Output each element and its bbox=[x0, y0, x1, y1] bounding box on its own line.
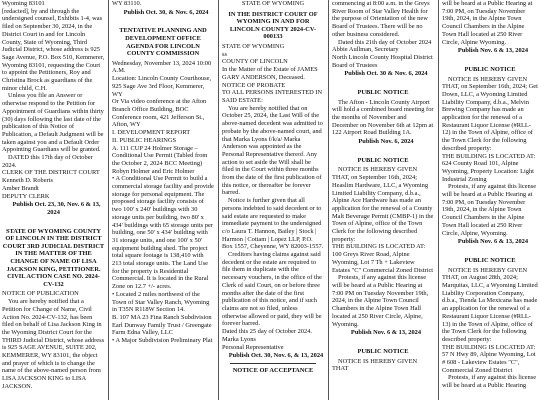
notice-paragraph: NOTICE IS HEREBY GIVEN THAT bbox=[332, 357, 418, 373]
notice-text: TO ALL PERSONS INTERESTED IN SAID ESTATE: bbox=[222, 89, 323, 104]
notice-heading: PUBLIC NOTICE bbox=[464, 256, 516, 264]
notice-text: B. 107 MA 23 Fina Ranch Subdivision bbox=[112, 313, 212, 321]
notice-caption: STATE OF WYOMING bbox=[241, 0, 305, 7]
notice-text: commencing at 8:00 a.m. in the Greys River Room of Star Valley Health for the purpose of Orientation of the new Board of Trustees. There will be no other business considered. bbox=[332, 0, 430, 38]
notice-text: North Lincoln County Hospital District bbox=[332, 53, 433, 61]
notice-heading: IN THE DISTRICT COURT OF WYOMING IN AND FOR LINCOLN COUNTY 2024-CV-000133 bbox=[228, 10, 318, 41]
column-divider bbox=[108, 0, 109, 400]
publish-dates: Publish Nov. 6 & 13, 2024 bbox=[350, 329, 422, 337]
notice-text: Board of Trustees bbox=[332, 61, 378, 69]
notice-text: STATE OF WYOMING bbox=[222, 43, 285, 51]
publish-dates: Publish Nov. 6, 2024 bbox=[358, 138, 414, 146]
publish-dates: Publish Nov. 6 & 13, 2024 bbox=[457, 238, 529, 246]
notice-text: Earl Dunway Family Trust / Greengate Farm Edna Valley, LLC bbox=[112, 321, 212, 337]
notice-paragraph: Protests, if any against this license will be heard at a Public Hearing bbox=[442, 374, 537, 390]
notice-text: CLERK OF THE DISTRICT COURT bbox=[2, 169, 100, 177]
legal-notices-column-1 bbox=[0, 0, 107, 400]
notice-paragraph: Protests, if any against this license will be heard at a Public Hearing at 7:00 PM, on Tuesday November 19th, 2024, in the Alpine Town Council Chambers in the Alpine Town Hall located at 250 River Circle, Alpine, Wyoming. bbox=[442, 183, 537, 237]
notice-text: Abbie Aullman, Secretary bbox=[332, 46, 399, 54]
publish-dates: Publish Nov. 6 & 13, 2024 bbox=[457, 47, 529, 55]
notice-text: Dated this 25 day of October 2024. bbox=[222, 328, 312, 336]
notice-spacer bbox=[332, 79, 434, 86]
notice-text: II. PUBLIC HEARINGS bbox=[112, 136, 177, 144]
legal-notices-column-2 bbox=[110, 0, 216, 400]
notice-text: COUNTY OF LINCOLN bbox=[222, 58, 288, 66]
legal-notices-column-4 bbox=[330, 0, 436, 400]
notice-paragraph: Notice is further given that all persons indebted to said decedent or to said estate are requested to make immediate payment to the undersigned c/o Laura T. Hannon, Bailey | Stock | Harmon | Cottam | Lopez LLP, P.O. Box 1557, Cheyenne, WY 82003-1557. bbox=[222, 197, 324, 251]
publish-dates: Publish Oct. 23, 30, Nov. 6 & 13, 2024 bbox=[12, 201, 101, 216]
notice-heading: TENTATIVE PLANNING AND DEVELOPMENT OFFICE AGENDA FOR LINCOLN COUNTY COMMISSION bbox=[119, 27, 207, 58]
column-divider bbox=[328, 0, 329, 400]
notice-heading: PUBLIC NOTICE bbox=[357, 347, 409, 355]
notice-text: Marka Lyons bbox=[222, 335, 256, 343]
notice-text: A. 111 CUP 24 Holmer Storage – Conditional Use Permit (Tabled from the October 2, 2024 BCC Meeting) bbox=[112, 144, 208, 167]
notice-text: • A Major Subdivision Preliminary Plat bbox=[112, 337, 213, 345]
notice-text: NOTICE OF PUBLICATION bbox=[2, 290, 79, 298]
notice-paragraph: Dated this 21th day of October 2024 bbox=[338, 38, 432, 46]
column-divider bbox=[218, 0, 219, 400]
notice-spacer bbox=[442, 56, 538, 63]
notice-paragraph: Protests, if any against this license will be heard at a Public Hearing at 7:00 PM on Tuesday November 19th, 2024, in the Alpine Town Council Chambers in the Alpine Town Hall located at 250 River Circle, Alpine, Wyoming. bbox=[332, 274, 429, 328]
notice-paragraph: You are hereby notified that a Petition for Change of Name, Civil Action No. 2024-CV-132, has been filed on behalf of Lisa Jackson King in the Wyoming District Court for the THIRD Judicial District, whose address is 925 SAGE AVENUE, SUITE 202, KEMMERER, WY 83101, the object and prayer of which is to change the name of the above-named person from LISA JACKSON KING to LISA JACKSON. bbox=[2, 298, 105, 390]
notice-spacer bbox=[332, 338, 434, 345]
notice-spacer bbox=[112, 17, 214, 24]
notice-spacer bbox=[442, 247, 538, 254]
notice-text: [redacted], by and through the undersigned counsel, Exhibits 1-4, was filed on September 30, 2024, in the District Court in and for Lincoln County, State of Wyoming, Third Judicial District, whose address is 925 Sage Avenue, P.O. Box 510, Kemmerer, Wyoming 83101, requesting the Court to appoint the Petitioners, Roy and Christina Brock as guardians of the minor child, C.H. bbox=[2, 7, 105, 92]
notice-text: DEPUTY CLERK bbox=[2, 192, 50, 200]
publish-dates: Publish Oct. 30 & Nov. 6, 2024 bbox=[344, 70, 428, 78]
notice-paragraph: NOTICE IS HEREBY GIVEN THAT, on September 16th, 2024; Heaslim Hardware, LLC, a Wyoming Limited Liability Company, d.b.a., Alpine Ace Hardware has made an application for the renewal of a County Malt Beverage Permit (CMBP-1) in the Town of Alpine, office of the Town Clerk for the following described property: bbox=[332, 166, 434, 243]
notice-text: Or Via video conference at the Afton Branch Office Building, BOC Conference room, 421 Jefferson St., Afton, WY bbox=[112, 98, 207, 129]
notice-heading: PUBLIC NOTICE bbox=[357, 89, 409, 97]
notice-text: ss bbox=[222, 50, 227, 58]
notice-paragraph: You are hereby notified that on October 25, 2024, the Last Will of the above-named decedent was admitted to probate by the above-named court, and that Marka Lyons f/k/a/ Marka Anderson was appointed as the Personal Representative thereof. Any action to set aside the Will shall be filed in the Court within three months from the date of the first publication of this notice, or thereafter be forever barred. bbox=[222, 104, 323, 197]
publish-dates: Publish Oct. 30, Nov. 6, & 13, 2024 bbox=[228, 352, 324, 360]
notice-heading: PUBLIC NOTICE bbox=[464, 65, 516, 73]
notice-text: In the Matter of the Estate of JAMES GARY ANDERSON, Deceased. bbox=[222, 66, 318, 81]
notice-spacer bbox=[332, 147, 434, 154]
notice-text: THE BUILDING IS LOCATED AT: 100 Greys River Road, Alpine Wyoming, Lot 7 Th + Lakeview Estates "C" Commercial Zoned District bbox=[332, 243, 434, 274]
notice-text: Personal Representative bbox=[222, 343, 284, 351]
notice-paragraph: DATED this 17th day of October 2024. bbox=[2, 154, 93, 169]
notice-paragraph: The Afton - Lincoln County Airport will hold a combined board meeting for the months of November and December on November 6th at 12pm at 122 Airport Road Building 1A. bbox=[332, 98, 434, 137]
notice-text: I. DEVELOPMENT REPORT bbox=[112, 129, 191, 137]
notice-spacer bbox=[2, 218, 105, 225]
notice-text: Robyn Holmer and Eric Holmer bbox=[112, 167, 195, 175]
notice-text: THE BUILDING IS LOCATED AT: 57 N Hwy 89, Alpine Wyoming, Lot # 608 - Lakeview Estates "C", Commercial Zoned District bbox=[442, 343, 536, 374]
legal-notices-column-5 bbox=[440, 0, 540, 400]
notice-text: Wyoming 83101 bbox=[2, 0, 45, 7]
column-divider bbox=[438, 0, 439, 400]
notice-text: Location: Lincoln County Courthouse, 925 Sage Ave 3rd Floor, Kemmerer, WY bbox=[112, 75, 212, 98]
notice-text: Amber Brandt bbox=[2, 184, 39, 192]
notice-text: will be heard at a Public Hearing at 7:00 PM, on Tuesday November 19th, 2024, in the Alpine Town Council Chambers in the Alpine Town Hall located at 250 River Circle, Alpine Wyoming. bbox=[442, 0, 533, 46]
notice-heading: NOTICE OF ACCEPTANCE bbox=[232, 366, 314, 374]
notice-text: THE BUILDING IS LOCATED AT: 624 County Road 101, Alpine Wyoming, Property Location: Light Industrial Zoning bbox=[442, 152, 536, 183]
notice-text: • Located 2 miles northwest of the Town of Star Valley Ranch, Wyoming in T35N R118W Section 14. bbox=[112, 290, 210, 314]
notice-paragraph: NOTICE IS HEREBY GIVEN THAT, on September 16th, 2024; Get Down, LLC, a Wyoming Limited Liability Company, d.b.a., Melvin Brewing Company has made an application for the renewal of a Restaurant Liquor License (#RLL-12) in the Town of Alpine, office of the Town Clerk for the following described property: bbox=[442, 75, 538, 152]
notice-text: • A Conditional Use Permit to build a commercial storage facility and provide storage for personal equipment. The proposed storage facility consists of two 100' x 240' buildings with 30 storage units per building, two 80' x 434' buildings with 65 storage units per building, one 50' x 434' building with 31 storage units, and one 100' x 50' equipment building shed. The project total square footage is 138,410 with 213 total storage units. The Land Use for the property is Residential Commercial. It is located in the Rural Zone on 12.7 +/- acres. bbox=[112, 175, 214, 291]
notice-paragraph: NOTICE IS HEREBY GIVEN THAT, on August 28th, 2024; Marquitas, LLC, a Wyoming Limited Liability Corporation Company, d.b.a., Tienda La Mexicana has made an application for the renewal of a Restaurant Liquor License (#RLL-13) in the Town of Alpine, office of the Town Clerk for the following described property: bbox=[442, 266, 538, 343]
publish-dates: Publish Oct. 30, & Nov. 6, 2024 bbox=[123, 8, 209, 16]
notice-heading: PUBLIC NOTICE bbox=[357, 156, 409, 164]
notice-paragraph: Creditors having claims against said decedent or the estate are required to file them in duplicate with the necessary vouchers, in the office of the Clerk of said Court, on or before three months after the date of the first publication of this notice, and if such claims are not so filed, unless otherwise allowed or paid, they will be forever barred. bbox=[222, 251, 322, 328]
notice-text: Kenneth D. Roberts bbox=[2, 177, 53, 185]
notice-text: WY 83110. bbox=[112, 0, 142, 7]
notice-heading: STATE OF WYOMING COUNTY OF LINCOLN IN THE DISTRICT COURT 3RD JUDICIAL DISTRICT IN THE MATTER OF THE CHANGE OF NAME OF LISA JACKSON KING, PETITIONER. CIVIL ACTION CASE NO. 2024-CV-132 bbox=[2, 227, 105, 288]
notice-text: NOTICE OF PROBATE bbox=[222, 81, 286, 89]
notice-text: Wednesday, November 13, 2024 10:00 A.M. bbox=[112, 59, 212, 75]
section-divider bbox=[230, 363, 316, 364]
legal-notices-column-3 bbox=[220, 0, 326, 400]
notice-paragraph: Unless you file an Answer or otherwise respond to the Petition for Appointment of Guardians within thirty (30) days following the last date of the publication of this Notice of Publication, a Default Judgment will be taken against you and a Default Order Appointing Guardians will be granted. bbox=[2, 92, 104, 154]
